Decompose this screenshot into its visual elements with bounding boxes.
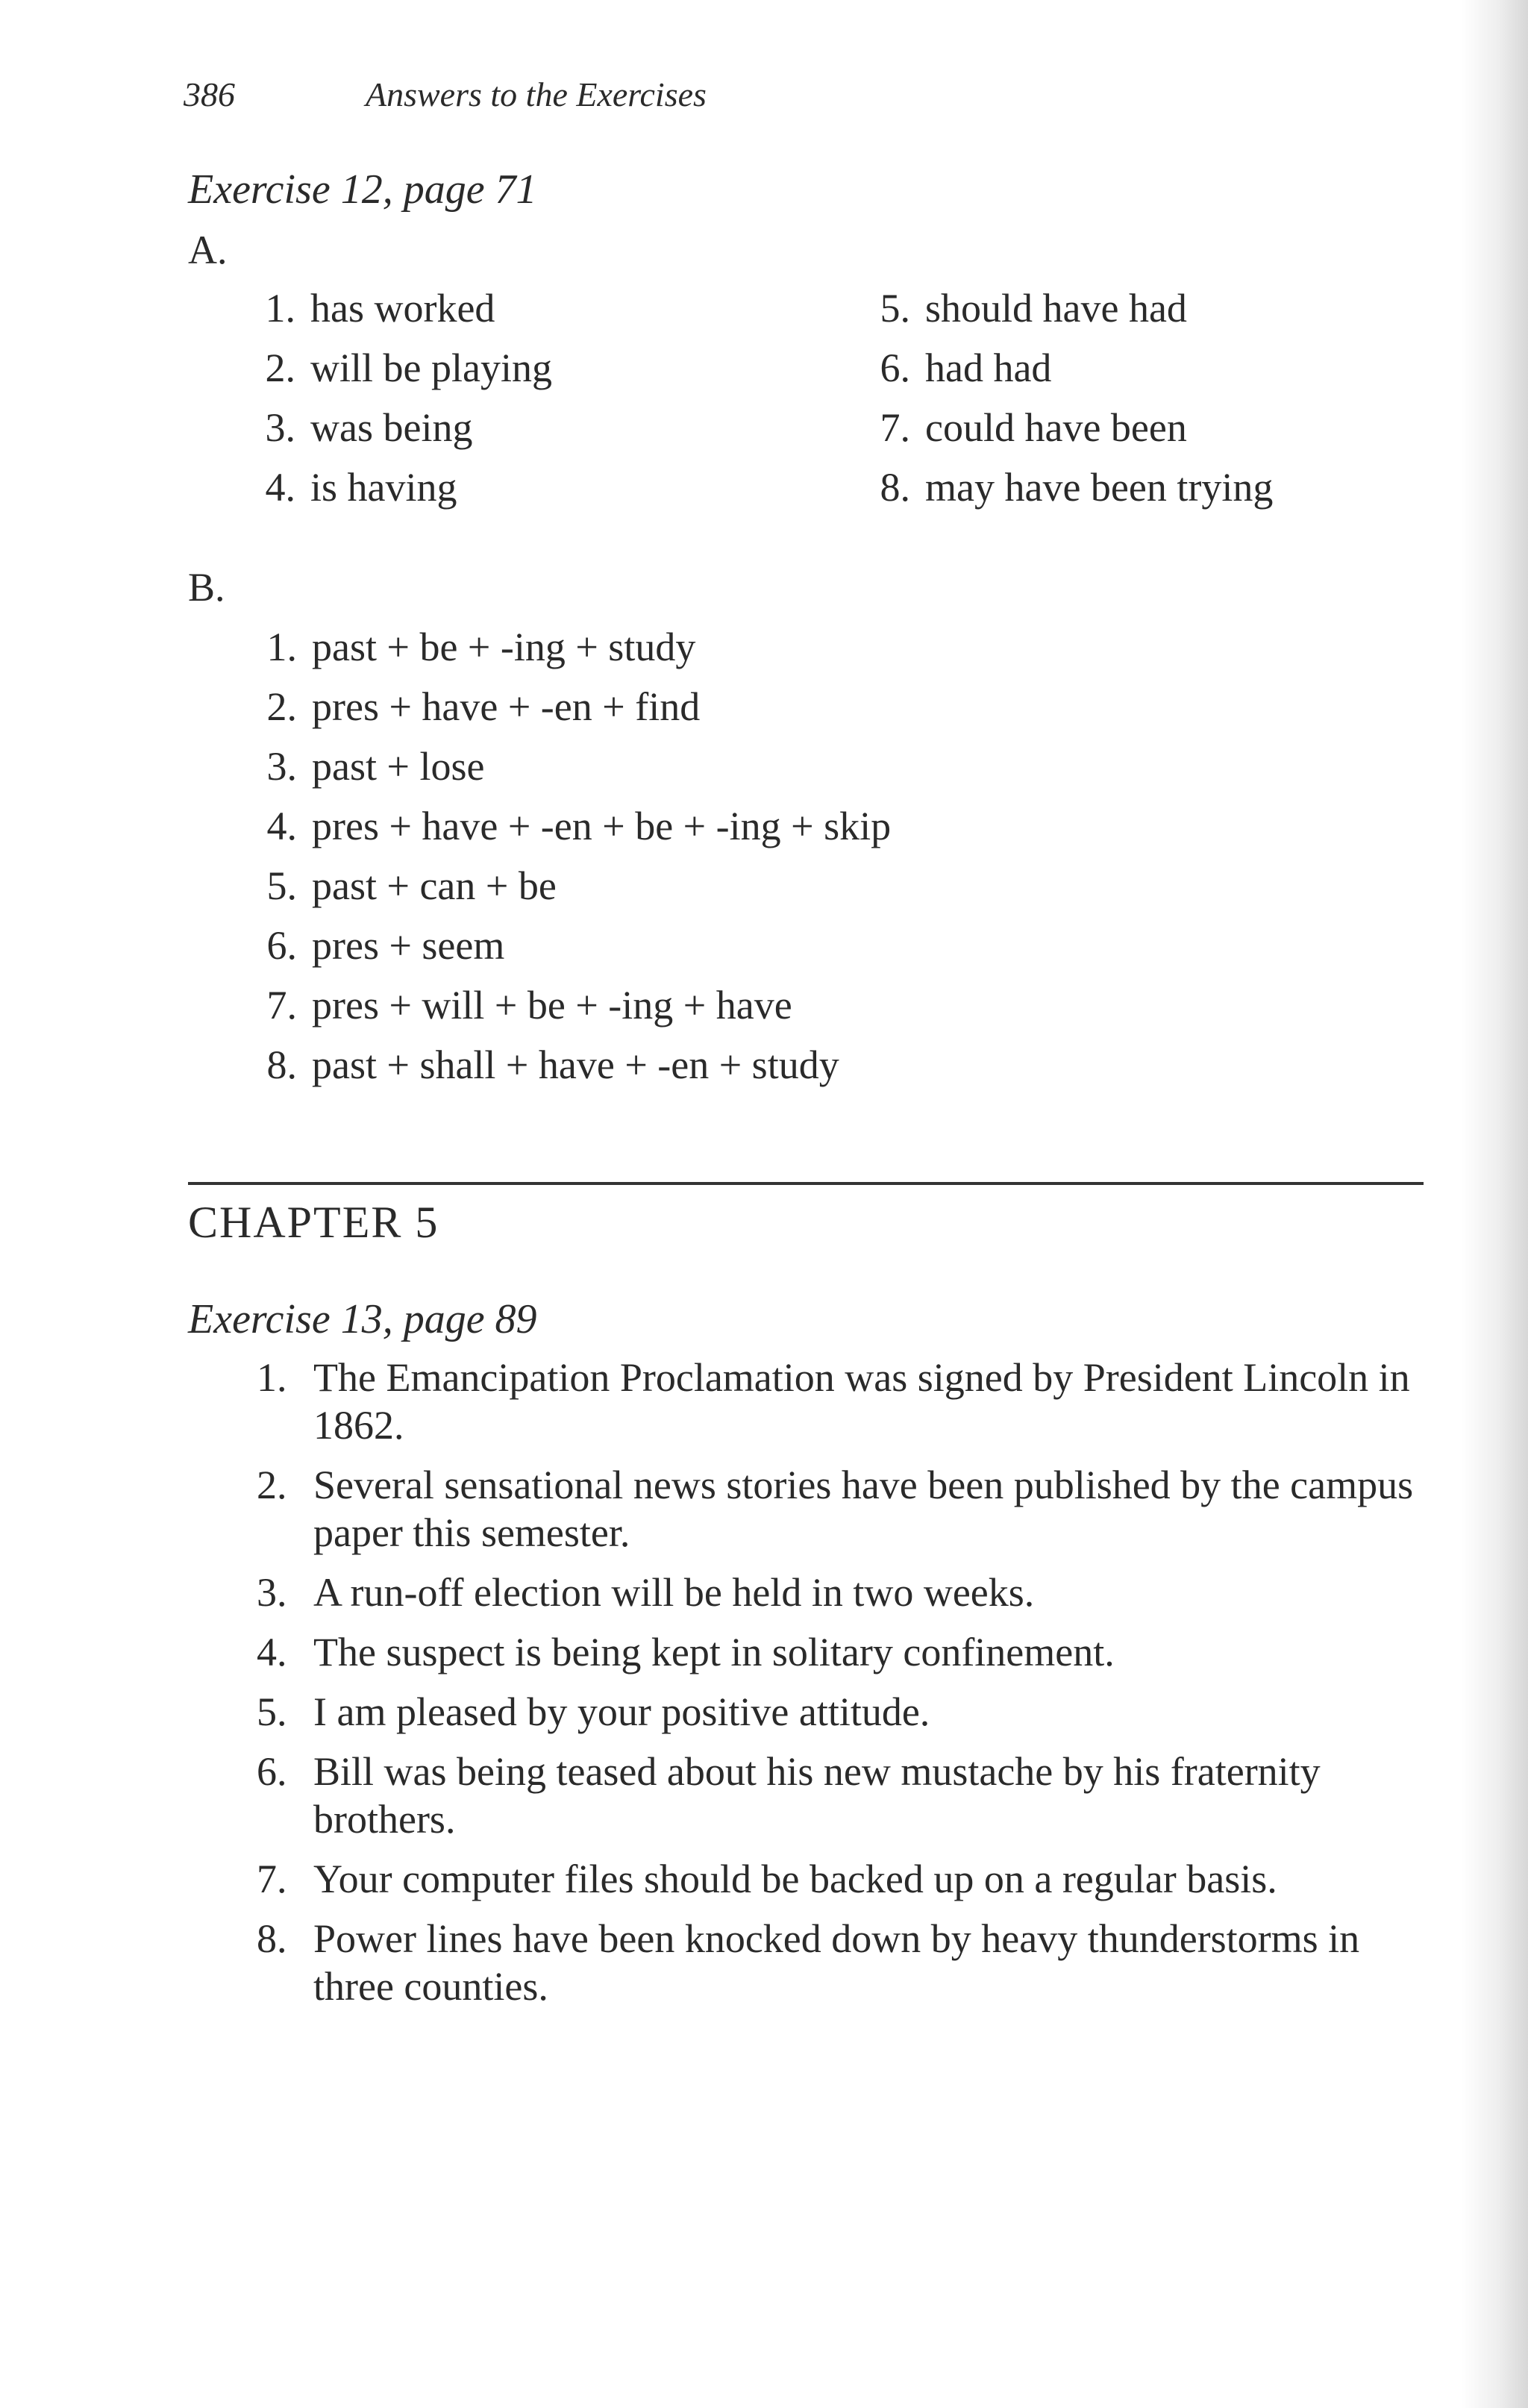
item-text: past + be + -ing + study — [312, 625, 696, 669]
item-number: 8. — [880, 465, 910, 510]
item-text: was being — [310, 405, 473, 450]
item-number: 7. — [880, 405, 910, 450]
item-number: 2. — [257, 1463, 287, 1507]
item-text: should have had — [925, 286, 1187, 331]
item-text: Power lines have been knocked down by heavy thunderstorms in three counties. — [313, 1916, 1360, 2009]
list-item — [257, 1855, 1418, 1903]
item-number: 5. — [880, 286, 910, 331]
item-text: is having — [310, 465, 457, 510]
part-b-label: B. — [188, 565, 225, 610]
item-number: 4. — [266, 804, 297, 848]
chapter-heading: CHAPTER 5 — [188, 1198, 439, 1247]
list-item — [257, 1461, 1418, 1557]
list-item — [266, 803, 892, 849]
chapter-divider — [188, 1182, 1424, 1185]
item-text: had had — [925, 345, 1052, 390]
item-text: pres + seem — [312, 923, 505, 968]
item-text: The suspect is being kept in solitary confinement. — [313, 1630, 1115, 1674]
list-item — [265, 464, 457, 510]
item-text: The Emancipation Proclamation was signed by President Lincoln in 1862. — [313, 1355, 1410, 1448]
item-number: 4. — [257, 1630, 287, 1674]
item-text: pres + will + be + -ing + have — [312, 983, 792, 1028]
part-a-label: A. — [188, 228, 228, 272]
list-item — [265, 404, 473, 451]
list-item — [880, 464, 1274, 510]
item-number: 2. — [266, 684, 297, 729]
item-number: 6. — [266, 923, 297, 968]
exercise-13-title: Exercise 13, page 89 — [188, 1296, 537, 1342]
item-text: past + shall + have + -en + study — [312, 1042, 839, 1087]
running-head-title: Answers to the Exercises — [366, 75, 707, 113]
page-number: 386 — [184, 75, 235, 113]
item-text: past + lose — [312, 744, 485, 789]
item-number: 1. — [265, 286, 295, 331]
list-item — [257, 1569, 1418, 1616]
item-text: pres + have + -en + find — [312, 684, 701, 729]
item-text: has worked — [310, 286, 495, 331]
item-number: 3. — [265, 405, 295, 450]
item-text: I am pleased by your positive attitude. — [313, 1689, 930, 1734]
item-text: pres + have + -en + be + -ing + skip — [312, 804, 892, 848]
item-text: Bill was being teased about his new mustache by his fraternity brothers. — [313, 1749, 1321, 1842]
list-item — [257, 1748, 1418, 1843]
list-item — [257, 1915, 1418, 2010]
item-number: 8. — [257, 1916, 287, 1961]
list-item — [257, 1628, 1418, 1676]
page-edge-shadow — [1461, 0, 1528, 2408]
item-text: could have been — [925, 405, 1187, 450]
exercise-12-title: Exercise 12, page 71 — [188, 166, 537, 213]
item-text: Your computer files should be backed up on a regular basis. — [313, 1857, 1277, 1901]
item-number: 8. — [266, 1042, 297, 1087]
list-item — [266, 743, 485, 789]
list-item — [266, 684, 701, 730]
item-text: Several sensational news stories have been published by the campus paper this semester. — [313, 1463, 1414, 1555]
item-number: 5. — [257, 1689, 287, 1734]
item-number: 2. — [265, 345, 295, 390]
item-number: 3. — [266, 744, 297, 789]
list-item — [880, 404, 1187, 451]
item-number: 3. — [257, 1570, 287, 1615]
item-number: 1. — [266, 625, 297, 669]
list-item — [266, 982, 792, 1028]
item-text: past + can + be — [312, 863, 557, 908]
list-item — [257, 1688, 1418, 1736]
list-item — [257, 1354, 1418, 1449]
item-text: A run-off election will be held in two weeks. — [313, 1570, 1035, 1615]
list-item — [265, 345, 552, 391]
item-number: 1. — [257, 1355, 287, 1400]
list-item — [880, 345, 1052, 391]
list-item — [266, 863, 557, 909]
item-number: 5. — [266, 863, 297, 908]
item-text: may have been trying — [925, 465, 1274, 510]
item-number: 7. — [266, 983, 297, 1028]
list-item — [266, 1042, 839, 1088]
item-number: 4. — [265, 465, 295, 510]
list-item — [265, 285, 495, 331]
item-number: 6. — [257, 1749, 287, 1794]
item-number: 7. — [257, 1857, 287, 1901]
list-item — [266, 922, 505, 969]
list-item — [266, 624, 696, 670]
list-item — [880, 285, 1187, 331]
item-number: 6. — [880, 345, 910, 390]
item-text: will be playing — [310, 345, 552, 390]
